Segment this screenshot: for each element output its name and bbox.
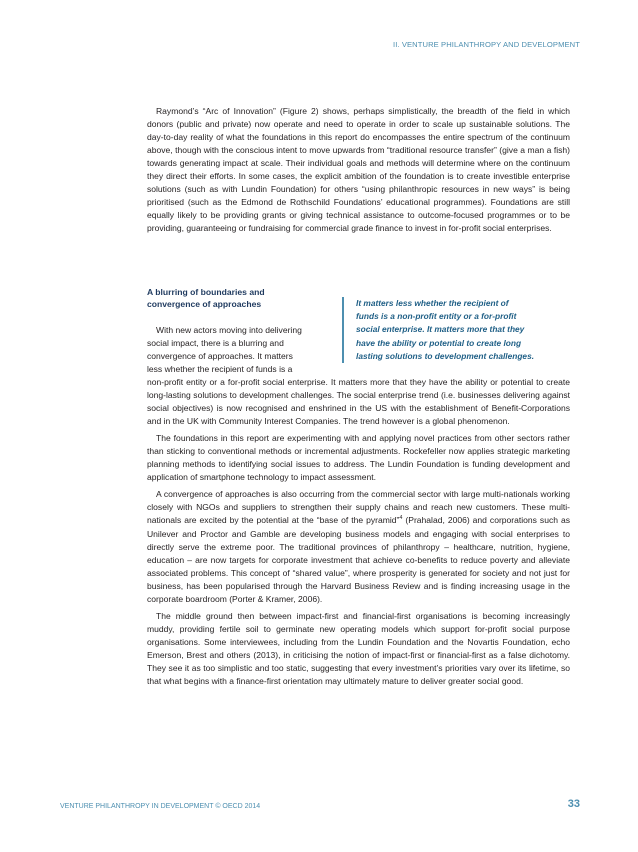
pull-quote-line: It matters less whether the recipient of [356,298,509,308]
wrapped-text-column [147,324,335,376]
wrapped-line: With new actors moving into delivering [156,325,302,335]
body-paragraph: The middle ground then between impact-first and financial-first organisations is becoming increasingly muddy, providing fertile soil to germinate new operating models which support for-profit social purpose organisations. Some interviewees, including from the Lundin Foundation and the Novartis Foundation, echo Emerson, Brest and others (2013), in criticising the notion of impact-first or financial-first as a false dichotomy. They see it as too simplistic and too static, suggesting that every investment’s priorities vary over its lifetime, so that what begins with a finance-first orientation may ultimately mature to deliver greater social good. [147,610,570,687]
wrapped-line: convergence of approaches. It matters [147,351,293,362]
body-paragraph: The foundations in this report are experimenting with and applying novel practices from other sectors rather than sticking to conventional methods or incremental adjustments. Rockefeller now applies strategic marketing planning methods to identifying social issues to address. The Lundin Foundation is funding development and application of smartphone technology to impact assessment. [147,433,570,483]
running-header: II. VENTURE PHILANTHROPY AND DEVELOPMENT [393,40,580,49]
pull-quote-line: social enterprise. It matters more that they [356,324,525,335]
pull-quote-line: have the ability or potential to create long [356,337,522,348]
body-paragraph: A convergence of approaches is also occurring from the commercial sector with large multi-nationals working closely with NGOs and suppliers to strengthen their supply chains and reach new customers. These multi-nationals are excited by the potential at the “base of the pyramid”$^4$ (Prahalad, 2006) and corporations such as Unilever and Proctor and Gamble are developing business models and engaging with social enterprises to directly serve the extreme poor. The traditional provinces of philanthropy – healthcare, nutrition, hygiene, education – are now targets for corporate investment that achieve co-benefits to reduce poverty and alleviate associated problems. This concept of “shared value”, where prosperity is generated for society and not just for business, has been popularised through the Harvard Business Review and is finding increasing usage in the corporate boardroom (Porter & Kramer, 2006). [147,489,570,604]
footnote-ref[interactable]: 4 [399,515,403,522]
wrapped-line: less whether the recipient of funds is a [147,364,293,375]
pull-quote-line: funds is a non-profit entity or a for-profit [356,311,517,322]
footer-publication: VENTURE PHILANTHROPY IN DEVELOPMENT © OECD 2014 [60,803,261,810]
intro-paragraph: Raymond’s “Arc of Innovation” (Figure 2) shows, perhaps simplistically, the breadth of the field in which donors (public and private) now operate and need to operate in order to scale up sustainable solutions. The day-to-day reality of what the foundations in this report do encompasses the entire spectrum of the continuum above, though with the conscious intent to move upwards from “traditional resource transfer” (give a man a fish) towards generating impact at scale. Their individual goals and methods will determine where on the continuum they direct their efforts. In some cases, the explicit ambition of the foundation is to create investible enterprise solutions (such as with Lundin Foundation) for others “using philanthropic resources in new ways” is being prioritised (such as the Edmond de Rothschild Foundations’ educational programmes). Foundations are still equally likely to be providing grants or giving technical assistance to outcome-focused programmes or to be providing, guaranteeing or fundraising for commercial grade finance to invest in for-profit social enterprises. [147,106,570,234]
page-number: 33 [567,798,580,810]
pull-quote [342,297,580,363]
continuation-paragraph: non-profit entity or a for-profit social enterprise. It matters more that they have the ability or potential to create long-lasting solutions to development challenges. The social enterprise trend (i.e. businesses delivering against social objectives) is now recognised and enshrined in the US with the establishment of Benefit-Corporations and in the UK with Community Interest Companies. The trend however is a global phenomenon. [147,377,570,427]
section-heading-line: convergence of approaches [147,299,262,310]
intro-paragraph-block [147,105,570,235]
section-heading-line: A blurring of boundaries and [147,287,265,297]
pull-quote-line: lasting solutions to development challenges. [356,350,535,361]
body-text-block [147,376,570,688]
section-heading [147,286,337,311]
wrapped-line: social impact, there is a blurring and [147,338,284,349]
